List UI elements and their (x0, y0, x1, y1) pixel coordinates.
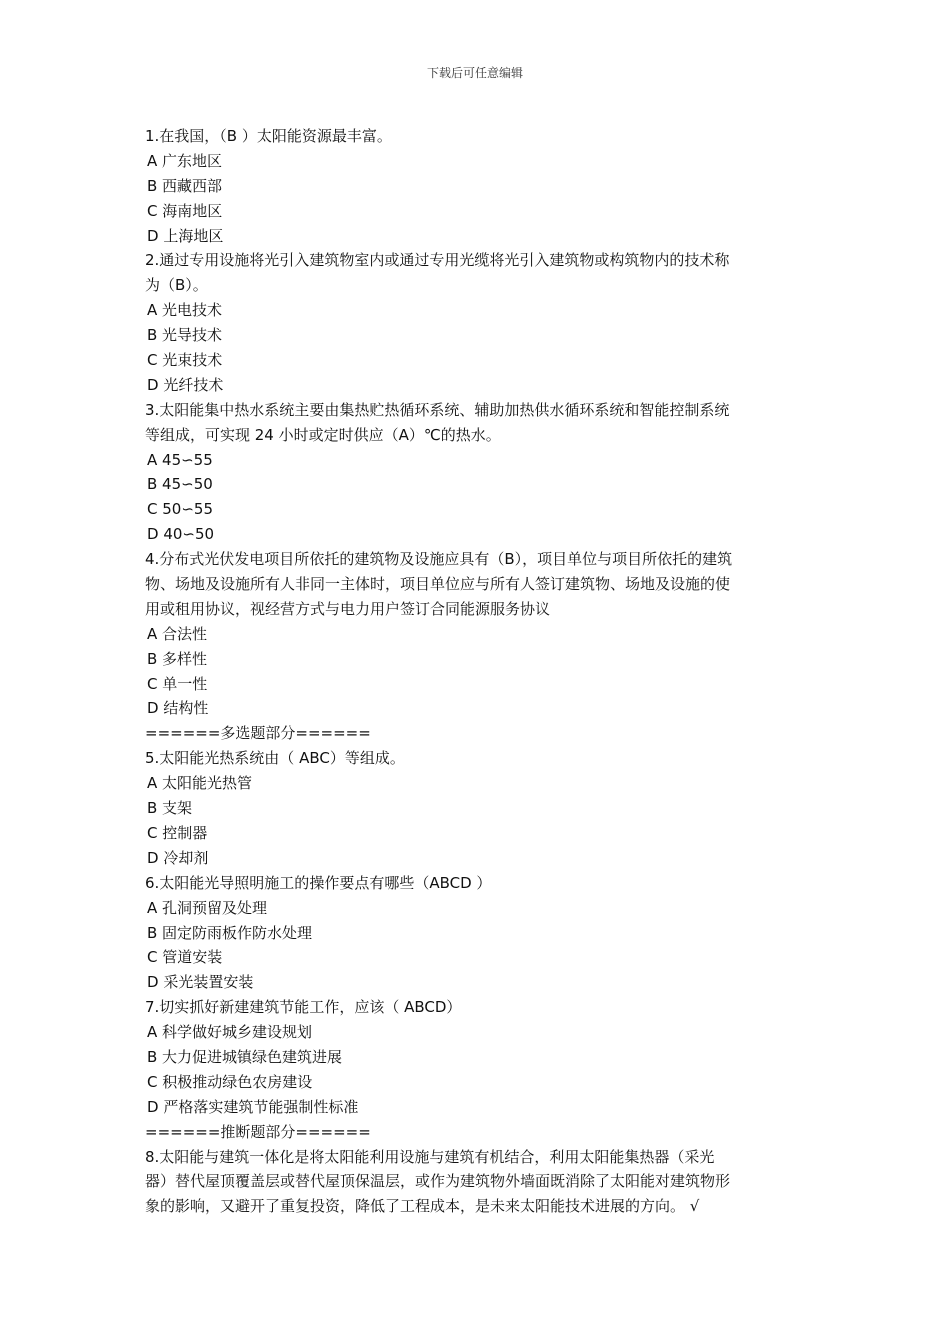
question-text-line: 3.太阳能集中热水系统主要由集热贮热循环系统、辅助加热供水循环系统和智能控制系统 (145, 400, 730, 419)
answer-option: B 西藏西部 (147, 176, 223, 195)
section-divider: ======推断题部分====== (145, 1122, 371, 1141)
section-divider: ======多选题部分====== (145, 724, 371, 743)
answer-option: C 海南地区 (147, 201, 223, 220)
answer-option: C 50∽55 (147, 500, 213, 519)
answer-option: D 冷却剂 (147, 848, 209, 867)
question-text-line: 6.太阳能光导照明施工的操作要点有哪些（ABCD ） (145, 873, 492, 892)
question-text-line: 4.分布式光伏发电项目所依托的建筑物及设施应具有（B），项目单位与项目所依托的建筑 (145, 550, 733, 569)
document-body (145, 124, 807, 1219)
answer-option: A 太阳能光热管 (147, 774, 253, 793)
question-text-line: 2.通过专用设施将光引入建筑物室内或通过专用光缆将光引入建筑物或构筑物内的技术称 (145, 251, 730, 270)
answer-option: D 40∽50 (147, 525, 215, 544)
answer-option: A 广东地区 (147, 151, 223, 170)
answer-option: C 管道安装 (147, 948, 223, 967)
question-text-line: 物、场地及设施所有人非同一主体时，项目单位应与所有人签订建筑物、场地及设施的使 (145, 575, 731, 594)
question-text-line: 7.切实抓好新建建筑节能工作，应该（ ABCD） (145, 998, 462, 1017)
answer-option: C 光束技术 (147, 351, 223, 370)
answer-option: B 光导技术 (147, 326, 223, 345)
answer-option: C 单一性 (147, 674, 208, 693)
answer-option: B 支架 (147, 799, 193, 818)
answer-option: A 45∽55 (147, 450, 213, 469)
answer-option: D 结构性 (147, 699, 209, 718)
answer-option: D 采光装置安装 (147, 973, 254, 992)
answer-option: B 多样性 (147, 649, 208, 668)
question-text-line: 5.太阳能光热系统由（ ABC）等组成。 (145, 749, 405, 768)
answer-option: A 合法性 (147, 624, 208, 643)
answer-option: D 上海地区 (147, 226, 224, 245)
answer-option: B 固定防雨板作防水处理 (147, 923, 313, 942)
answer-option: B 大力促进城镇绿色建筑进展 (147, 1047, 343, 1066)
question-text-line: 器）替代屋顶覆盖层或替代屋顶保温层，或作为建筑物外墙面既消除了太阳能对建筑物形 (145, 1172, 731, 1191)
question-text-line: 等组成，可实现 24 小时或定时供应（A）℃的热水。 (145, 425, 501, 444)
answer-option: A 光电技术 (147, 301, 223, 320)
answer-option: C 积极推动绿色农房建设 (147, 1072, 313, 1091)
question-text-line: 1.在我国，（B ）太阳能资源最丰富。 (145, 127, 392, 145)
question-text-line: 为（B）。 (145, 276, 208, 295)
answer-option: A 孔洞预留及处理 (147, 898, 268, 917)
answer-option: B 45∽50 (147, 475, 213, 494)
page-header: 下载后可任意编辑 (426, 66, 523, 80)
question-text-line: 象的影响，又避开了重复投资，降低了工程成本，是未来太阳能技术进展的方向。 √ (145, 1197, 700, 1216)
answer-option: D 光纤技术 (147, 375, 224, 394)
answer-option: C 控制器 (147, 823, 208, 842)
question-text-line: 用或租用协议，视经营方式与电力用户签订合同能源服务协议 (145, 599, 551, 618)
answer-option: A 科学做好城乡建设规划 (147, 1023, 313, 1042)
answer-option: D 严格落实建筑节能强制性标准 (147, 1097, 359, 1116)
question-text-line: 8.太阳能与建筑一体化是将太阳能利用设施与建筑有机结合，利用太阳能集热器（采光 (145, 1147, 715, 1166)
